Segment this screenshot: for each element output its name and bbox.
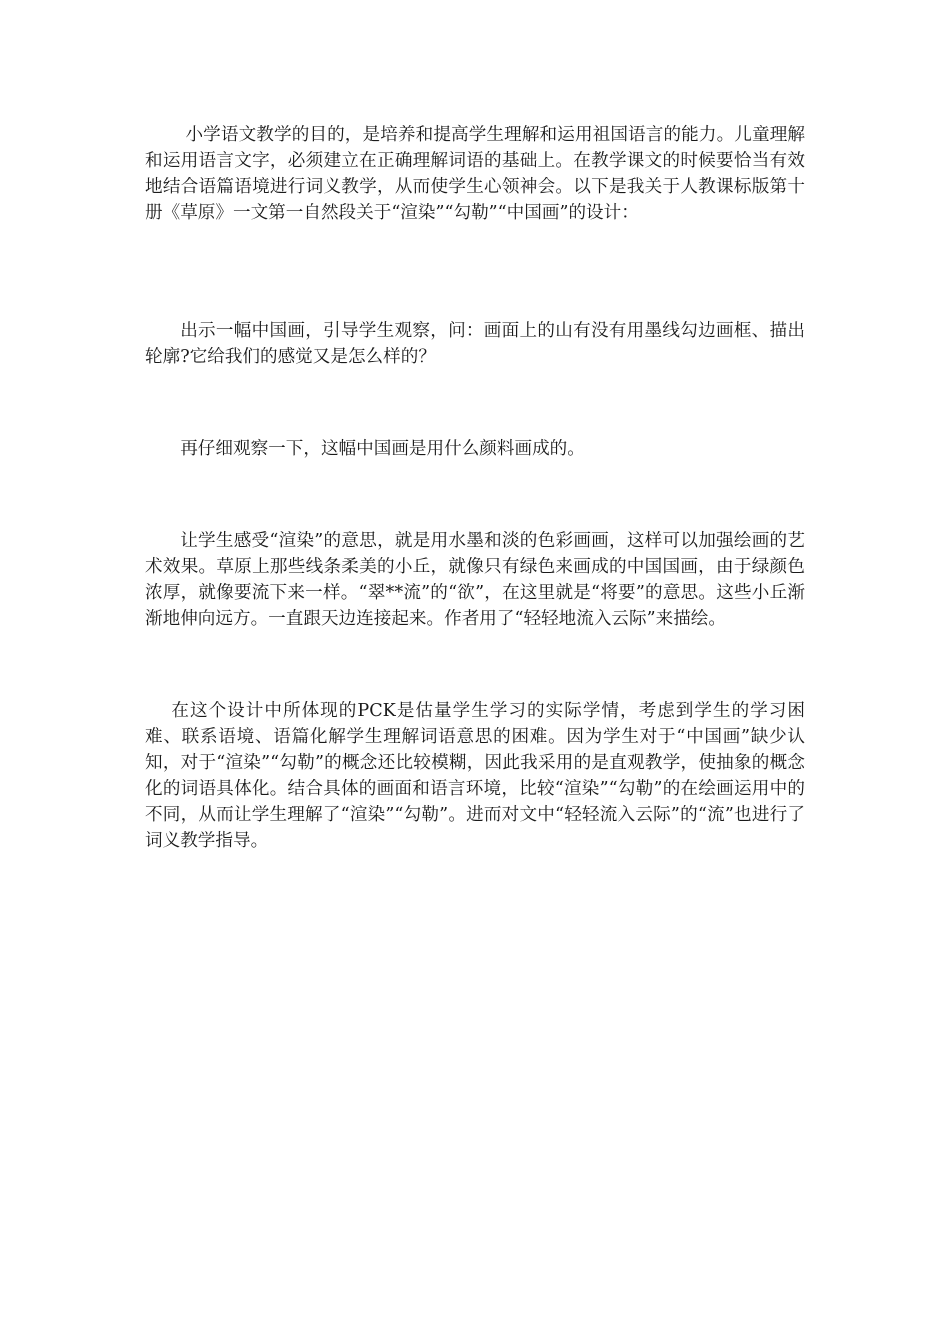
paragraph-introduction: 小学语文教学的目的，是培养和提高学生理解和运用祖国语言的能力。儿童理解和运用语言文字，必须建立在正确理解词语的基础上。在教学课文的时候要恰当有效地结合语篇语境进行词义教学，从而使学生心领神会。以下是我关于人教课标版第十册《草原》一文第一自然段关于“渲染”“勾勒”“中国画”的设计： (145, 125, 805, 223)
document-body (145, 122, 805, 854)
paragraph-show-painting: 出示一幅中国画，引导学生观察，问：画面上的山有没有用墨线勾边画框、描出轮廓?它给我们的感觉又是怎么样的？ (145, 321, 805, 367)
paragraph-pck-reflection: 在这个设计中所体现的PCK是估量学生学习的实际学情，考虑到学生的学习困难、联系语境、语篇化解学生理解词语意思的困难。因为学生对于“中国画”缺少认知，对于“渲染”“勾勒”的概念还比较模糊，因此我采用的是直观教学，使抽象的概念化的词语具体化。结合具体的画面和语言环境，比较“渲染”“勾勒”的在绘画运用中的不同，从而让学生理解了“渲染”“勾勒”。进而对文中“轻轻流入云际”的“流”也进行了词义教学指导。 (145, 701, 805, 851)
paragraph-observe-pigment: 再仔细观察一下，这幅中国画是用什么颜料画成的。 (180, 439, 585, 459)
paragraph-render-meaning: 让学生感受“渲染”的意思，就是用水墨和淡的色彩画画，这样可以加强绘画的艺术效果。草原上那些线条柔美的小丘，就像只有绿色来画成的中国国画，由于绿颜色浓厚，就像要流下来一样。“翠**流”的“欲”，在这里就是“将要”的意思。这些小丘渐渐地伸向远方。一直跟天边连接起来。作者用了“轻轻地流入云际”来描绘。 (145, 531, 805, 629)
